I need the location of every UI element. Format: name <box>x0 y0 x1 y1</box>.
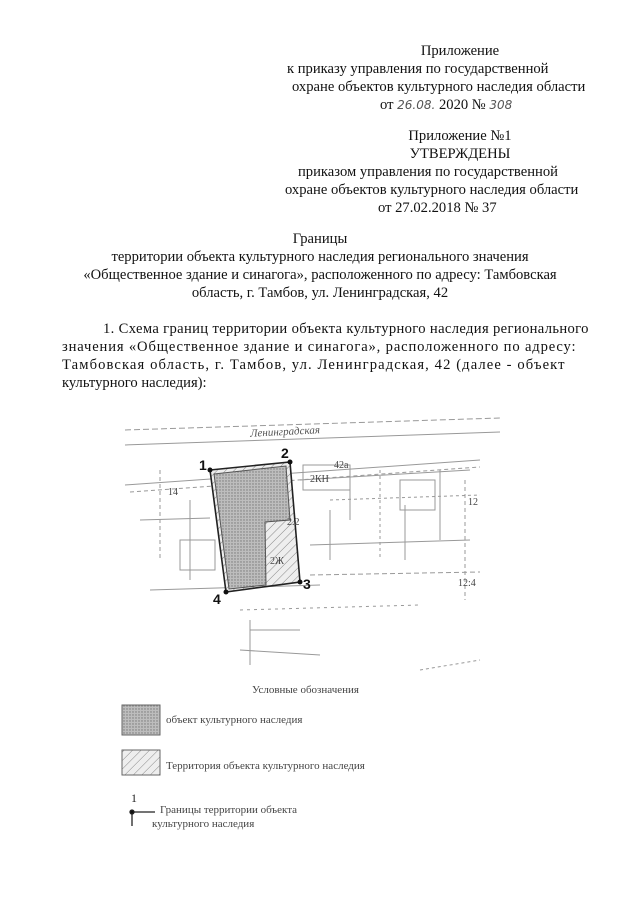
appendix1-line-2: охране объектов культурного наследия области <box>285 182 579 198</box>
map-label-2-2: 2.2 <box>287 517 300 528</box>
map-label-2kn: 2КН <box>310 474 329 485</box>
map-label-14: 14 <box>168 487 178 498</box>
legend-marker-number: 1 <box>131 791 137 805</box>
point-label-3: 3 <box>303 576 311 592</box>
appendix1-line-1: приказом управления по государственной <box>298 164 558 180</box>
legend-item-object: объект культурного наследия <box>166 714 303 726</box>
date-year: 2020 № <box>438 97 486 113</box>
heading-line-2: «Общественное здание и синагога», расположенного по адресу: Тамбовская <box>83 267 557 283</box>
handwritten-number: 308 <box>489 98 513 112</box>
map-label-42a: 42а <box>334 460 349 471</box>
appendix1-date: от 27.02.2018 № 37 <box>378 200 497 216</box>
document-heading: Границы <box>292 231 348 247</box>
point-label-1: 1 <box>199 457 207 473</box>
legend-item-boundary-line-2: культурного наследия <box>152 818 255 830</box>
map-label-12-4: 12:4 <box>458 578 476 589</box>
heading-line-3: область, г. Тамбов, ул. Ленинградская, 42 <box>191 285 449 301</box>
appendix1-title: Приложение №1 <box>408 128 512 144</box>
paragraph-line-4: культурного наследия): <box>62 375 207 391</box>
point-label-4: 4 <box>213 591 221 607</box>
paragraph-line-1: 1. Схема границ территории объекта культурного наследия регионального <box>103 321 589 337</box>
map-label-2zh: 2Ж <box>270 556 284 567</box>
approved-label: УТВЕРЖДЕНЫ <box>409 146 511 162</box>
appendix-line-1: к приказу управления по государственной <box>287 61 549 77</box>
date-prefix: от <box>380 97 394 113</box>
legend-item-boundary-line-1: Границы территории объекта <box>160 804 298 816</box>
appendix-title: Приложение <box>420 43 500 59</box>
street-lines <box>125 418 500 670</box>
legend-object-swatch <box>122 705 160 735</box>
handwritten-date: 26.08. <box>397 98 436 112</box>
legend-territory-swatch <box>122 750 160 775</box>
appendix-line-2: охране объектов культурного наследия области <box>292 79 586 95</box>
legend-item-territory: Территория объекта культурного наследия <box>166 760 365 772</box>
map-label-12: 12 <box>468 497 478 508</box>
paragraph-line-2: значения «Общественное здание и синагога», расположенного по адресу: <box>62 339 577 355</box>
street-name: Ленинградская <box>249 424 321 440</box>
legend-title: Условные обозначения <box>252 684 359 696</box>
heading-line-1: территории объекта культурного наследия регионального значения <box>111 249 529 265</box>
paragraph-line-3: Тамбовская область, г. Тамбов, ул. Ленинградская, 42 (далее - объект <box>62 357 566 373</box>
point-label-2: 2 <box>281 445 289 461</box>
